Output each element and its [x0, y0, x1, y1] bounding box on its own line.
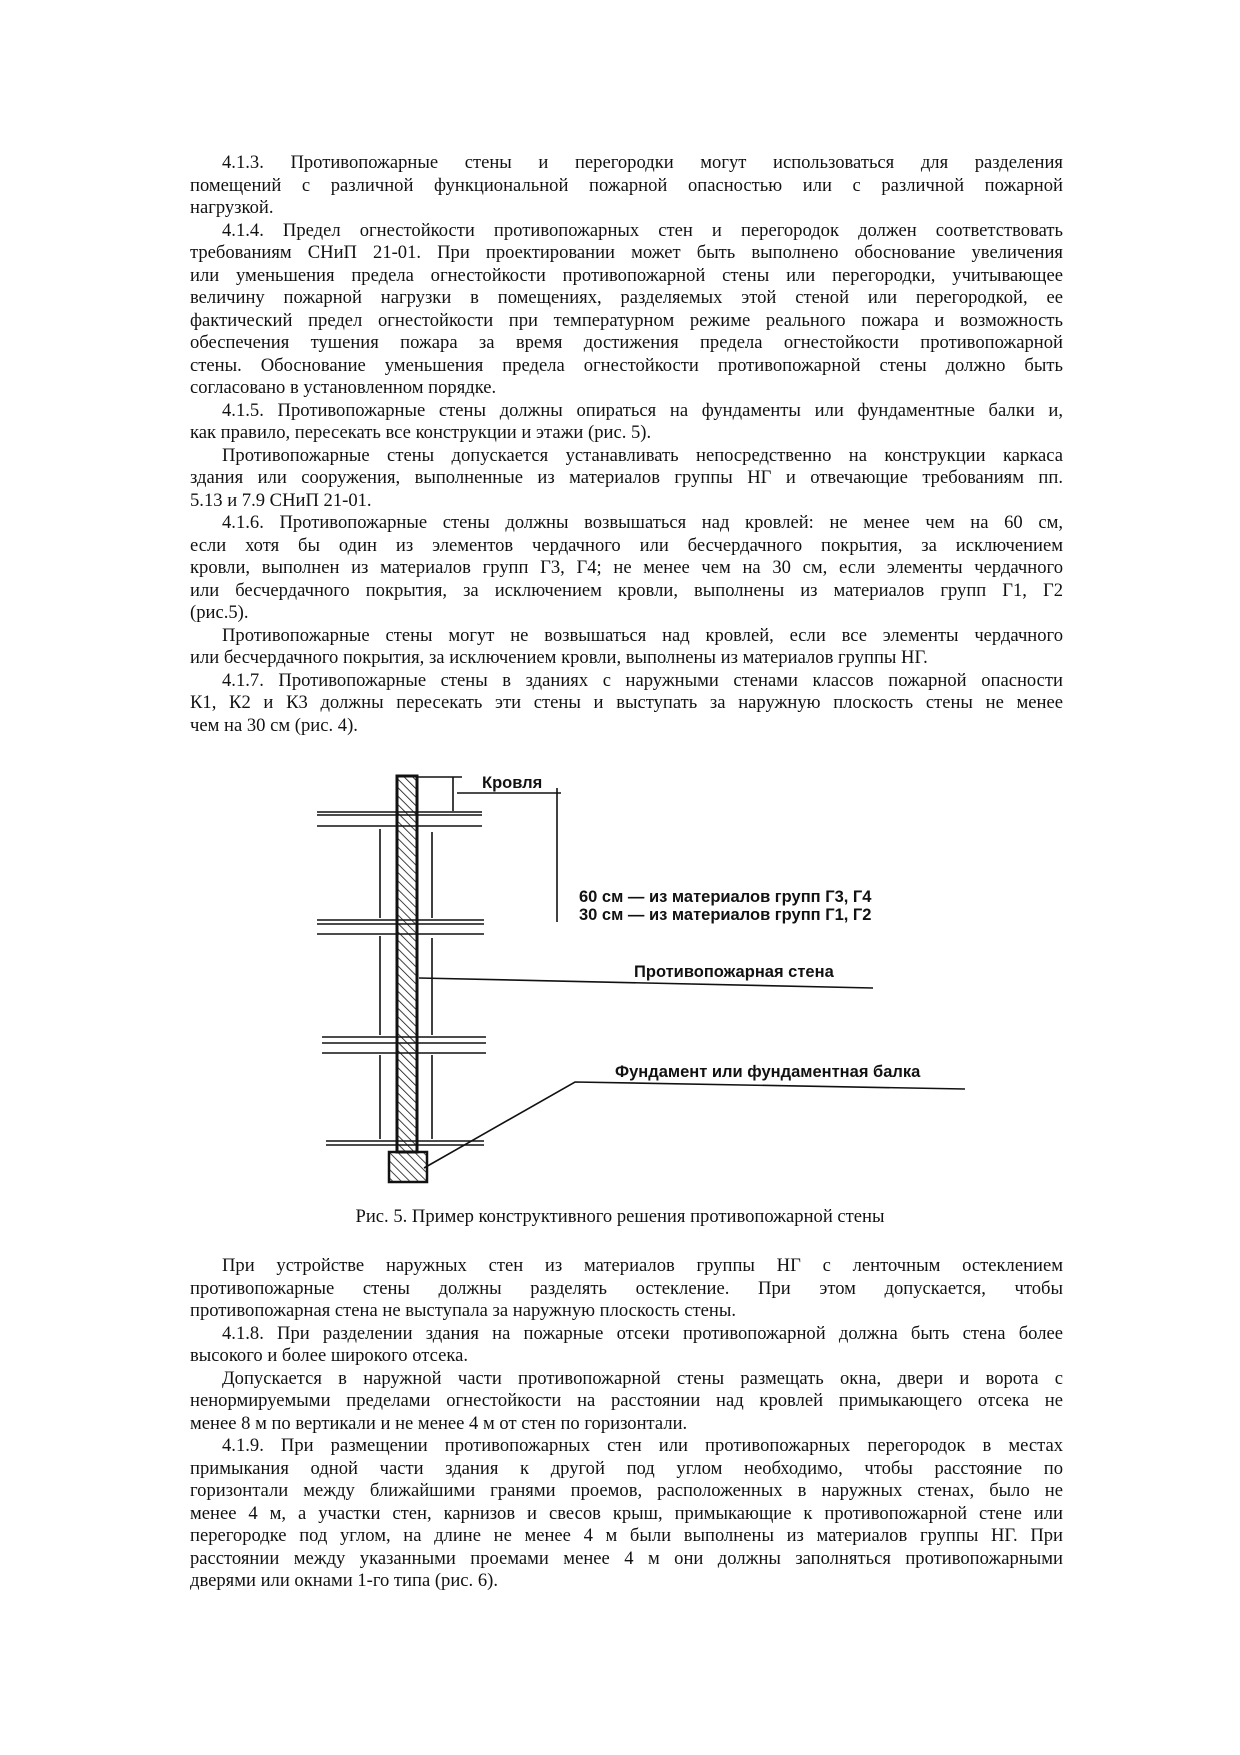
- text-line: фактический предел огнестойкости при температурном режиме реального пожара и возможность: [190, 309, 1063, 331]
- paragraph: [190, 1255, 1063, 1323]
- text-line: менее 8 м по вертикали и не менее 4 м от стен по горизонтали.: [190, 1412, 688, 1434]
- text-line: величину пожарной нагрузки в помещениях, разделяемых этой стеной или перегородкой, ее: [190, 287, 1063, 308]
- text-line: 4.1.9. При размещении противопожарных стен или противопожарных перегородок в местах: [222, 1435, 1063, 1456]
- paragraph: [190, 512, 1063, 625]
- text-line: противопожарные стены должны разделять остекление. При этом допускается, чтобы: [190, 1277, 1063, 1299]
- text-line: перегородке под углом, на длине не менее 4 м были выполнены из материалов группы НГ. При: [190, 1525, 1063, 1546]
- paragraph: [190, 220, 1063, 400]
- fire-wall-label: Противопожарная стена: [634, 963, 834, 981]
- dimension-lines: [417, 777, 965, 1168]
- paragraph: [190, 1368, 1063, 1436]
- text-line: Допускается в наружной части противопожарной стены размещать окна, двери и ворота с: [222, 1367, 1063, 1389]
- text-line: как правило, пересекать все конструкции и этажи (рис. 5).: [190, 422, 652, 443]
- text-line: 5.13 и 7.9 СНиП 21-01.: [190, 489, 372, 511]
- text-line: или бесчердачного покрытия, за исключением кровли, выполнены из материалов групп Г1, Г2: [190, 579, 1063, 601]
- text-line: 4.1.4. Предел огнестойкости противопожарных стен и перегородок должен соответствовать: [222, 219, 1063, 241]
- text-line: 4.1.8. При разделении здания на пожарные отсеки противопожарной должна быть стена более: [222, 1322, 1063, 1344]
- figure-caption: Рис. 5. Пример конструктивного решения противопожарной стены: [355, 1206, 885, 1227]
- paragraph: [190, 1323, 1063, 1368]
- text-line: здания или сооружения, выполненные из материалов группы НГ и отвечающие требованиям пп.: [190, 467, 1063, 488]
- text-line: кровли, выполнен из материалов групп Г3, Г4; не менее чем на 30 см, если элементы чердачного: [190, 557, 1063, 578]
- text-line: если хотя бы один из элементов чердачного или бесчердачного покрытия, за исключением: [190, 534, 1063, 556]
- text-line: чем на 30 см (рис. 4).: [190, 714, 358, 736]
- paragraph: [190, 152, 1063, 220]
- text-line: или уменьшения предела огнестойкости противопожарной стены или перегородки, учитывающее: [190, 264, 1063, 286]
- text-line: горизонтали между ближайшими гранями проемов, расположенных в наружных стенах, было не: [190, 1480, 1063, 1501]
- text-line: К1, К2 и К3 должны пересекать эти стены и выступать за наружную плоскость стены не менее: [190, 692, 1063, 713]
- paragraph: [190, 445, 1063, 513]
- height-60-label: 60 см — из материалов групп Г3, Г4: [579, 888, 872, 906]
- floor-lines: [317, 812, 486, 1145]
- height-30-label: 30 см — из материалов групп Г1, Г2: [579, 906, 872, 924]
- text-line: согласовано в установленном порядке.: [190, 377, 497, 398]
- text-line: или бесчердачного покрытия, за исключением кровли, выполнены из материалов группы НГ.: [190, 647, 928, 668]
- text-line: помещений с различной функциональной пожарной опасностью или с различной пожарной: [190, 174, 1063, 196]
- paragraph: [190, 400, 1063, 445]
- text-line: менее 4 м, а участки стен, карнизов и свесов крыш, примыкающие к противопожарной стене или: [190, 1502, 1063, 1524]
- text-line: 4.1.3. Противопожарные стены и перегородки могут использоваться для разделения: [222, 152, 1063, 173]
- text-line: примыкания одной части здания к другой под углом необходимо, чтобы расстояние по: [190, 1457, 1063, 1479]
- text-line: нагрузкой.: [190, 197, 274, 218]
- paragraph: [190, 625, 1063, 670]
- text-line: 4.1.7. Противопожарные стены в зданиях с наружными стенами классов пожарной опасности: [222, 669, 1063, 691]
- text-line: 4.1.6. Противопожарные стены должны возвышаться над кровлей: не менее чем на 60 см,: [222, 512, 1063, 533]
- foundation: [389, 1152, 427, 1182]
- text-line: дверями или окнами 1-го типа (рис. 6).: [190, 1570, 498, 1591]
- text-line: Противопожарные стены допускается устанавливать непосредственно на конструкции каркаса: [222, 444, 1063, 466]
- columns: [380, 829, 432, 1139]
- text-line: противопожарная стена не выступала за наружную плоскость стены.: [190, 1300, 737, 1321]
- foundation-label: Фундамент или фундаментная балка: [615, 1063, 921, 1081]
- roof-label: Кровля: [482, 774, 543, 792]
- text-line: требованиям СНиП 21-01. При проектировании может быть выполнено обоснование увеличения: [190, 242, 1063, 263]
- fire-wall: [397, 776, 417, 1152]
- text-line: расстоянии между указанными проемами менее 4 м они должны заполняться противопожарными: [190, 1547, 1063, 1569]
- text-line: При устройстве наружных стен из материалов группы НГ с ленточным остеклением: [222, 1255, 1063, 1276]
- text-block-upper: [190, 152, 1063, 737]
- text-line: ненормируемыми пределами огнестойкости на расстоянии над кровлей примыкающего отсека не: [190, 1390, 1063, 1411]
- text-line: высокого и более широкого отсека.: [190, 1345, 469, 1366]
- paragraph: [190, 1435, 1063, 1593]
- text-line: 4.1.5. Противопожарные стены должны опираться на фундаменты или фундаментные балки и,: [222, 399, 1063, 421]
- paragraph: [190, 670, 1063, 738]
- text-line: обеспечения тушения пожара за время достижения предела огнестойкости противопожарной: [190, 332, 1063, 353]
- text-line: стены. Обоснование уменьшения предела огнестойкости противопожарной стены должно быть: [190, 354, 1063, 376]
- text-line: Противопожарные стены могут не возвышаться над кровлей, если все элементы чердачного: [222, 624, 1063, 646]
- text-line: (рис.5).: [190, 602, 249, 623]
- text-block-lower: [190, 1255, 1063, 1593]
